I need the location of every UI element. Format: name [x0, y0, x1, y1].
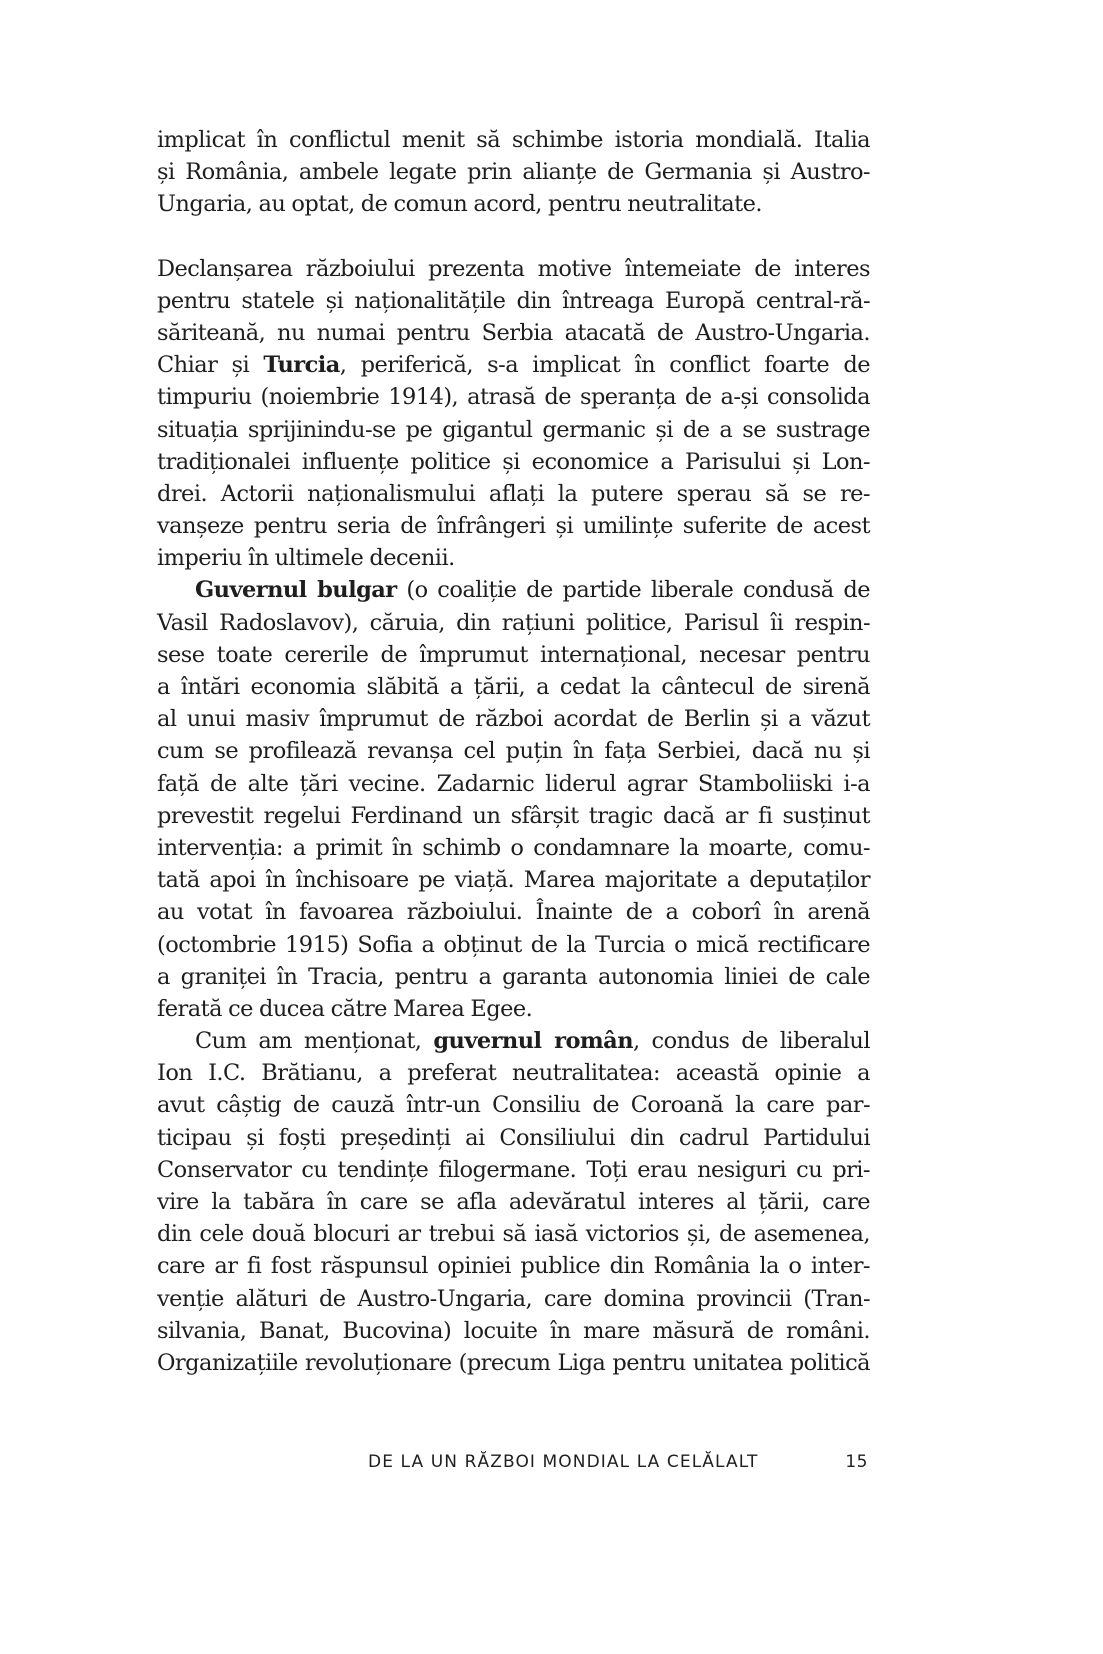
text-line	[157, 381, 870, 413]
text-line	[157, 671, 870, 703]
text-run: imperiu în ultimele decenii.	[157, 545, 455, 572]
text-line	[157, 285, 870, 317]
text-run: tată apoi în închisoare pe viață. Marea majoritate a deputaților	[157, 867, 870, 894]
text-run: intervenția: a primit în schimb o condamnare la moarte, comu-	[157, 834, 870, 861]
text-run: Cum am menționat,	[195, 1028, 434, 1055]
text-line	[157, 1057, 870, 1089]
text-line	[157, 188, 870, 220]
text-run: avut câștig de cauză într-un Consiliu de Coroană la care par-	[157, 1092, 870, 1119]
text-line	[157, 1315, 870, 1347]
text-run: ticipau și foști președinți ai Consiliului din cadrul Partidului	[157, 1124, 870, 1151]
text-line	[157, 1122, 870, 1154]
text-line	[157, 929, 870, 961]
text-run: implicat în conflictul menit să schimbe istoria mondială. Italia	[157, 127, 870, 153]
text-line	[157, 1089, 870, 1121]
text-line	[157, 832, 870, 864]
text-run: Vasil Radoslavov), căruia, din rațiuni politice, Parisul îi respin-	[157, 609, 870, 636]
text-line	[157, 478, 870, 510]
text-run: din cele două blocuri ar trebui să iasă victorios și, de asemenea,	[157, 1221, 870, 1248]
text-run: vire la tabăra în care se afla adevăratul interes al țării, care	[157, 1189, 870, 1215]
text-run: silvania, Banat, Bucovina) locuite în mare măsură de români.	[157, 1317, 870, 1344]
text-line	[157, 1186, 870, 1218]
paragraph	[157, 1025, 870, 1379]
page-body	[157, 124, 870, 1379]
text-line	[157, 510, 870, 542]
text-run: tradiționalei influențe politice și economice a Parisului și Lon-	[157, 448, 870, 475]
page-number: 15	[845, 1452, 868, 1472]
bold-term: guvernul român	[433, 1028, 634, 1055]
text-run: (o coaliție de partide liberale condusă de	[396, 577, 870, 604]
text-line	[157, 800, 870, 832]
text-run: drei. Actorii naționalismului aflați la putere sperau să se re-	[157, 480, 870, 507]
text-run: față de alte țări vecine. Zadarnic liderul agrar Stamboliiski i-a	[157, 770, 870, 797]
text-run: Ion I.C. Brătianu, a preferat neutralitatea: această opinie a	[157, 1060, 870, 1087]
text-run: a întări economia slăbită a țării, a cedat la cântecul de sirenă	[157, 674, 870, 700]
text-run: Ungaria, au optat, de comun acord, pentru neutralitate.	[157, 191, 763, 218]
text-run: au votat în favoarea războiului. Înainte de a coborî în arenă	[157, 899, 870, 926]
text-run: (octombrie 1915) Sofia a obținut de la Turcia o mică rectificare	[157, 931, 870, 958]
text-run: a graniței în Tracia, pentru a garanta autonomia liniei de cale	[157, 963, 870, 990]
text-run: , periferică, s-a implicat în conflict foarte de	[339, 352, 870, 379]
text-run: Declanșarea războiului prezenta motive întemeiate de interes	[157, 255, 870, 282]
text-line	[157, 607, 870, 639]
text-line	[157, 317, 870, 349]
text-run: Organizațiile revoluționare (precum Liga pentru unitatea politică	[157, 1349, 870, 1376]
paragraph	[157, 574, 870, 1025]
text-line	[157, 414, 870, 446]
text-line	[157, 253, 870, 285]
text-line	[157, 542, 870, 574]
text-run: venție alături de Austro-Ungaria, care domina provincii (Tran-	[157, 1285, 870, 1312]
text-line	[157, 574, 870, 606]
text-run: ferată ce ducea către Marea Egee.	[157, 995, 533, 1022]
text-line	[157, 1347, 870, 1379]
paragraph	[157, 124, 870, 221]
text-line	[157, 349, 870, 381]
text-run: al unui masiv împrumut de război acordat de Berlin și a văzut	[157, 706, 870, 733]
text-line	[157, 735, 870, 767]
text-line	[157, 1250, 870, 1282]
bold-term: Turcia	[263, 352, 340, 379]
text-line	[157, 993, 870, 1025]
running-head: DE LA UN RĂZBOI MONDIAL LA CELĂLALT	[368, 1452, 759, 1472]
page-footer	[368, 1449, 868, 1475]
text-line	[157, 1154, 870, 1186]
text-line	[157, 896, 870, 928]
text-line	[157, 446, 870, 478]
paragraph	[157, 253, 870, 575]
text-run: prevestit regelui Ferdinand un sfârșit tragic dacă ar fi susținut	[157, 802, 870, 829]
text-run: pentru statele și naționalitățile din întreaga Europă central-ră-	[157, 287, 870, 314]
text-run: , condus de liberalul	[633, 1028, 870, 1055]
bold-term: Guvernul bulgar	[195, 577, 397, 604]
text-line	[157, 639, 870, 671]
text-run: și România, ambele legate prin alianțe de Germania și Austro-	[157, 159, 870, 186]
text-run: Chiar și	[157, 352, 264, 379]
text-line	[157, 124, 870, 156]
text-run: vanșeze pentru seria de înfrângeri și umilințe suferite de acest	[157, 513, 870, 540]
text-run: săriteană, nu numai pentru Serbia atacată de Austro-Ungaria.	[157, 319, 870, 346]
text-line	[157, 703, 870, 735]
text-line	[157, 961, 870, 993]
text-line	[157, 768, 870, 800]
text-run: timpuriu (noiembrie 1914), atrasă de speranța de a-și consolida	[157, 384, 870, 411]
text-run: situația sprijinindu-se pe gigantul germanic și de a se sustrage	[157, 416, 870, 443]
text-line	[157, 1025, 870, 1057]
text-line	[157, 864, 870, 896]
text-run: cum se profilează revanșa cel puțin în fața Serbiei, dacă nu și	[157, 738, 870, 765]
paragraph-gap	[157, 221, 870, 253]
text-line	[157, 156, 870, 188]
text-run: care ar fi fost răspunsul opiniei publice din România la o inter-	[157, 1253, 870, 1280]
text-run: sese toate cererile de împrumut internațional, necesar pentru	[157, 641, 870, 668]
text-line	[157, 1283, 870, 1315]
text-line	[157, 1218, 870, 1250]
text-run: Conservator cu tendințe filogermane. Toți erau nesiguri cu pri-	[157, 1156, 870, 1183]
